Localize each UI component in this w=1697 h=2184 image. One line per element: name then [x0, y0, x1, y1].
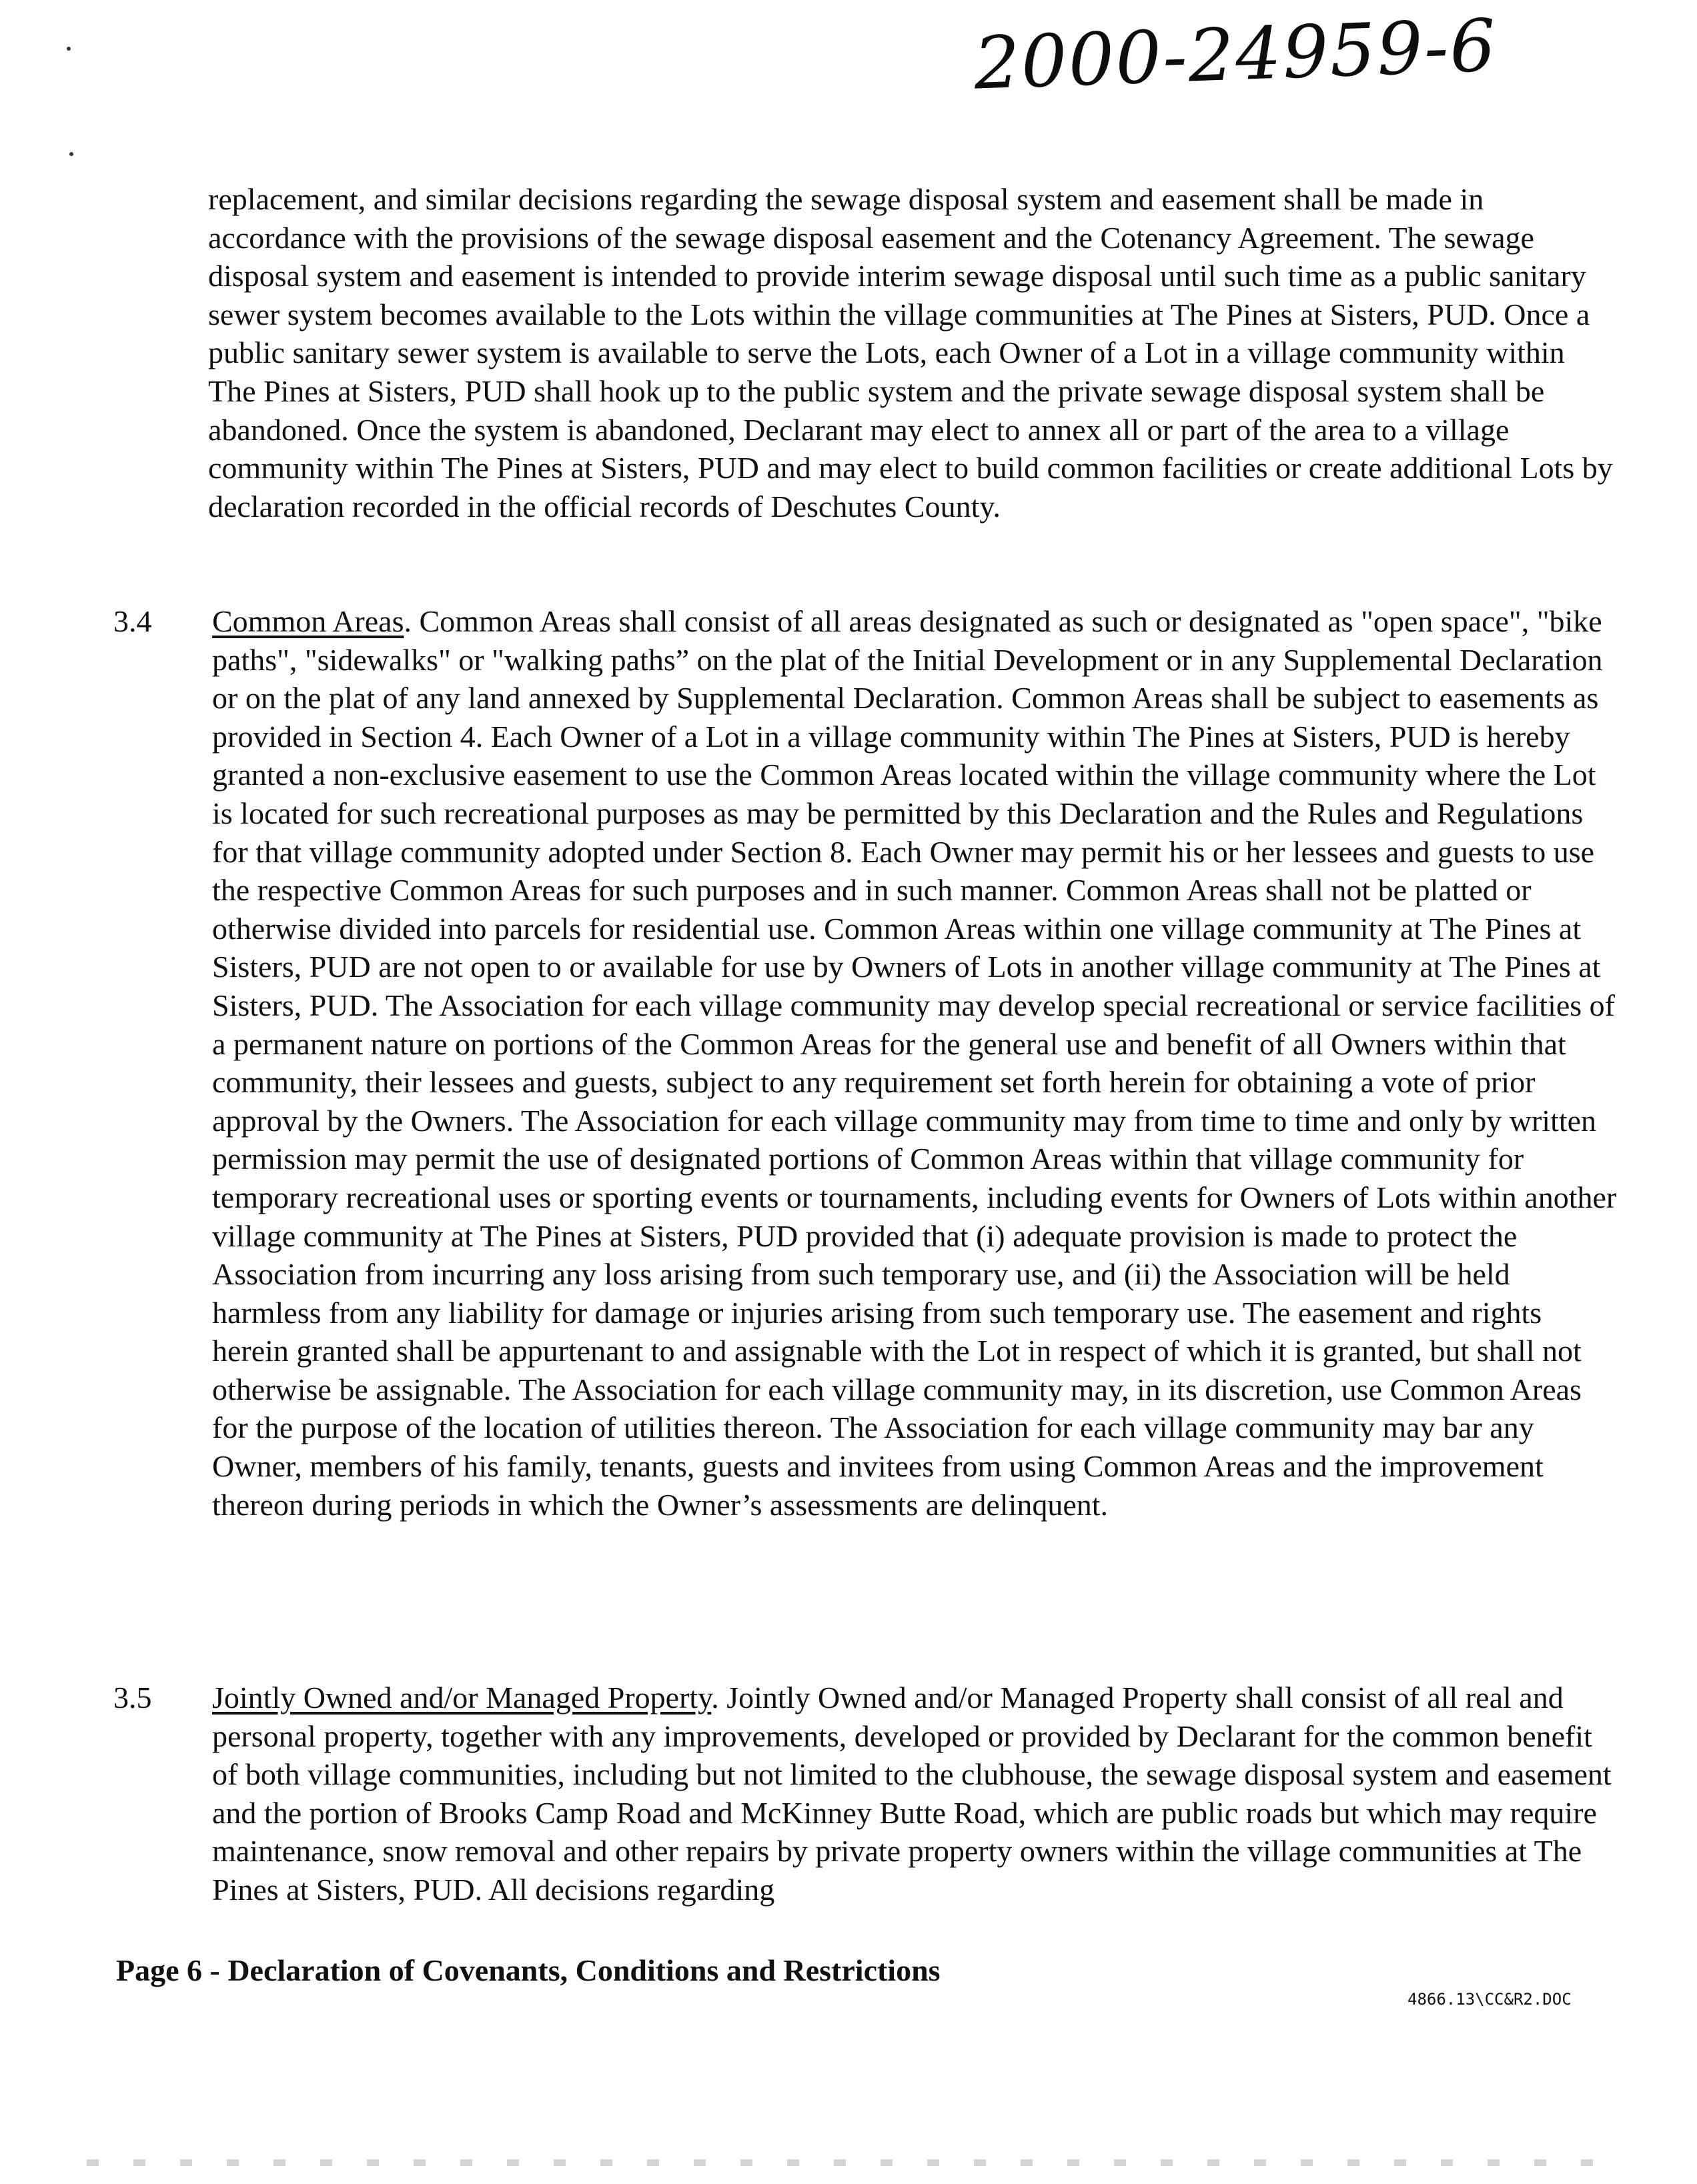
section-paragraph	[212, 602, 1620, 1524]
scan-speck	[69, 152, 73, 156]
section-number: 3.5	[113, 1681, 152, 1715]
section-heading: Common Areas	[212, 604, 404, 638]
section-text: . Common Areas shall consist of all areas designated as such or designated as "open space", "bike paths", "sidewalks" or "walking paths” on the plat of the Initial Development or in any Supplemental Declaration or on the plat of any land annexed by Supplemental Declaration. Common Areas shall be subject to easements as provided in Section 4. Each Owner of a Lot in a village community within The Pines at Sisters, PUD is hereby granted a non-exclusive easement to use the Common Areas located within the village community where the Lot is located for such recreational purposes as may be permitted by this Declaration and the Rules and Regulations for that village community adopted under Section 8. Each Owner may permit his or her lessees and guests to use the respective Common Areas for such purposes and in such manner. Common Areas shall not be platted or otherwise divided into parcels for residential use. Common Areas within one village community at The Pines at Sisters, PUD are not open to or available for use by Owners of Lots in another village community at The Pines at Sisters, PUD. The Association for each village community may develop special recreational or service facilities of a permanent nature on portions of the Common Areas for the general use and benefit of all Owners within that community, their lessees and guests, subject to any requirement set forth herein for obtaining a vote of prior approval by the Owners. The Association for each village community may from time to time and only by written permission may permit the use of designated portions of Common Areas within that village community for temporary recreational uses or sporting events or tournaments, including events for Owners of Lots within another village community at The Pines at Sisters, PUD provided that (i) adequate provision is made to protect the Association from incurring any loss arising from such temporary use, and (ii) the Association will be held harmless from any liability for damage or injuries arising from such temporary use. The easement and rights herein granted shall be appurtenant to and assignable with the Lot in respect of which it is granted, but shall not otherwise be assignable. The Association for each village community may, in its discretion, use Common Areas for the purpose of the location of utilities thereon. The Association for each village community may bar any Owner, members of his family, tenants, guests and invitees from using Common Areas and the improvement thereon during periods in which the Owner’s assessments are delinquent.	[212, 604, 1617, 1522]
continuation-paragraph: replacement, and similar decisions regarding the sewage disposal system and easement shall be made in accordance with the provisions of the sewage disposal easement and the Cotenancy Agreement. The sewage disposal system and easement is intended to provide interim sewage disposal until such time as a public sanitary sewer system becomes available to the Lots within the village communities at The Pines at Sisters, PUD. Once a public sanitary sewer system is available to serve the Lots, each Owner of a Lot in a village community within The Pines at Sisters, PUD shall hook up to the public system and the private sewage disposal system shall be abandoned. Once the system is abandoned, Declarant may elect to annex all or part of the area to a village community within The Pines at Sisters, PUD and may elect to build common facilities or create additional Lots by declaration recorded in the official records of Deschutes County.	[208, 182, 1613, 523]
section-number: 3.4	[113, 604, 152, 638]
footer-page-title: Page 6 - Declaration of Covenants, Conditions and Restrictions	[116, 1953, 941, 1987]
scan-speck	[67, 47, 71, 51]
footer-document-reference: 4866.13\CC&R2.DOC	[1407, 1990, 1572, 2009]
scan-artifact-line	[87, 2159, 1621, 2166]
section-paragraph	[212, 1679, 1620, 1909]
section-text: . Jointly Owned and/or Managed Property shall consist of all real and personal property, together with any improvements, developed or provided by Declarant for the common benefit of both village communities, including but not limited to the clubhouse, the sewage disposal system and easement and the portion of Brooks Camp Road and McKinney Butte Road, which are public roads but which may require maintenance, snow removal and other repairs by private property owners within the village communities at The Pines at Sisters, PUD. All decisions regarding	[212, 1681, 1612, 1907]
handwritten-recording-number: 2000-24959-6	[973, 4, 1499, 106]
section-heading: Jointly Owned and/or Managed Property	[212, 1681, 712, 1715]
